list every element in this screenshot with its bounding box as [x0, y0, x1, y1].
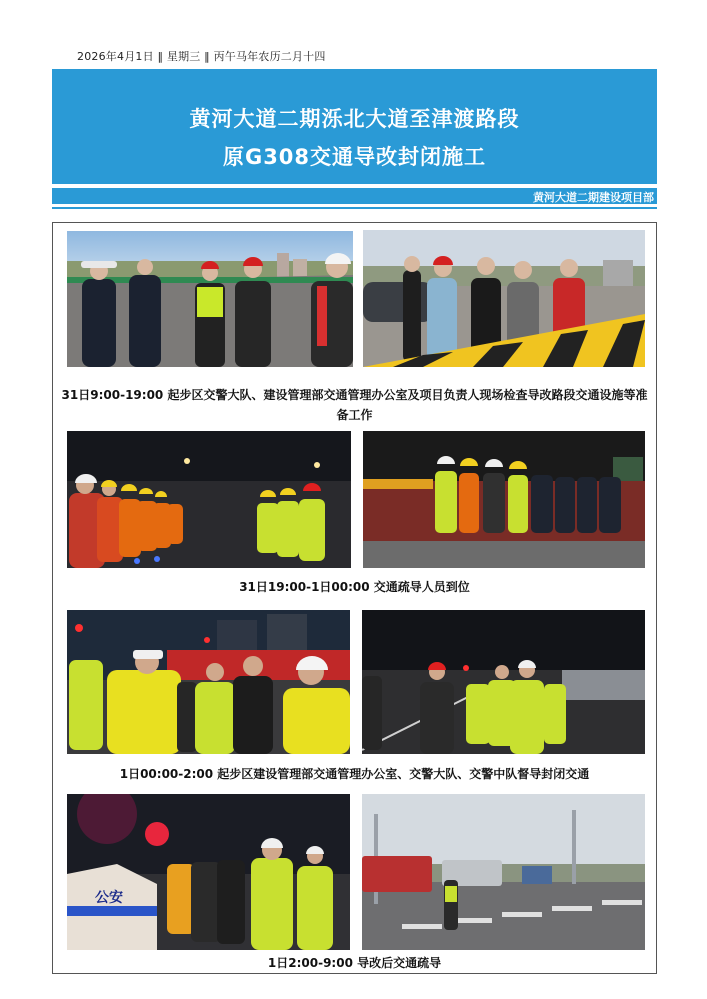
title-banner [52, 69, 657, 184]
title-line-2: 原G308交通导改封闭施工 [222, 145, 487, 169]
police-car-text: 公安 [95, 890, 123, 906]
morning-traffic-guidance-photo [362, 794, 645, 950]
divider [52, 207, 657, 209]
caption-section-4: 1日2:00-9:00 导改后交通疏导 [267, 956, 442, 970]
day-inspection-barrier-photo [363, 230, 645, 367]
caption-section-2: 31日19:00-1日00:00 交通疏导人员到位 [239, 580, 470, 594]
caption-section-3: 1日00:00-2:00 起步区建设管理部交通管理办公室、交警大队、交警中队督导封闭交通 [119, 767, 590, 781]
department-bar [52, 188, 657, 204]
caption-section-1: 31日9:00-19:00 起步区交警大队、建设管理部交通管理办公室及项目负责人现场检查导改路段交通设施等准备工作 [61, 388, 648, 422]
dateline: 2026年4月1日 ‖ 星期三 ‖ 丙午马年农历二月十四 [77, 50, 326, 63]
night-supervision-group-photo [67, 610, 350, 754]
police-car-night-photo [67, 794, 350, 950]
department-label: 黄河大道二期建设项目部 [533, 191, 654, 204]
night-supervision-road-photo [362, 610, 645, 754]
day-inspection-road-photo [67, 231, 353, 367]
title-line-1: 黄河大道二期泺北大道至津渡路段 [189, 107, 520, 131]
night-staff-lineup-photo [67, 431, 351, 568]
night-staff-roadside-photo [363, 431, 645, 568]
